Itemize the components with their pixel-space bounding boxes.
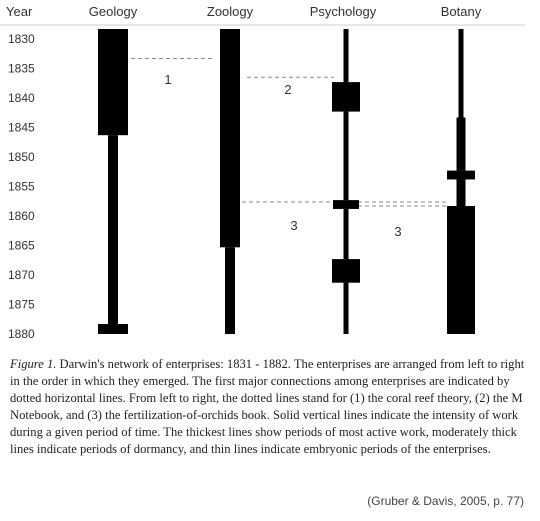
year-tick-1870: 1870 xyxy=(8,268,35,282)
year-tick-1880: 1880 xyxy=(8,327,35,341)
year-tick-1840: 1840 xyxy=(8,91,35,105)
connection-label-3: 3 xyxy=(290,218,298,233)
figure-caption xyxy=(10,356,530,457)
bar-psychology-4 xyxy=(333,200,359,209)
citation: (Gruber & Davis, 2005, p. 77) xyxy=(367,494,524,508)
bar-psychology-6 xyxy=(332,259,360,283)
year-tick-1860: 1860 xyxy=(8,209,35,223)
column-header-geology: Geology xyxy=(88,4,138,19)
connection-label-2: 2 xyxy=(284,82,292,97)
bar-psychology-2 xyxy=(332,82,360,112)
bar-psychology-1 xyxy=(344,29,349,82)
year-tick-1835: 1835 xyxy=(8,61,35,76)
year-tick-1865: 1865 xyxy=(8,238,35,253)
bar-botany-3 xyxy=(447,171,475,180)
bar-botany-5 xyxy=(447,206,475,334)
year-tick-1875: 1875 xyxy=(8,297,35,312)
connection-lines xyxy=(131,59,448,240)
year-tick-1855: 1855 xyxy=(8,179,35,194)
bar-botany-4 xyxy=(457,179,466,206)
caption-label: Figure 1. xyxy=(10,357,57,371)
column-header-botany: Botany xyxy=(440,4,482,19)
bar-psychology-7 xyxy=(344,283,349,334)
connection-label-1: 1 xyxy=(164,72,172,87)
column-header-psychology: Psychology xyxy=(309,4,377,19)
bar-botany-1 xyxy=(459,29,464,118)
year-axis-label: Year xyxy=(6,4,33,19)
year-tick-1830: 1830 xyxy=(8,32,35,46)
bar-psychology-3 xyxy=(344,112,349,201)
bar-zoology-2 xyxy=(225,247,235,334)
bar-psychology-5 xyxy=(344,209,349,259)
column-headers xyxy=(89,4,482,19)
year-tick-1850: 1850 xyxy=(8,150,35,164)
column-header-zoology: Zoology xyxy=(206,4,254,19)
bar-geology-1 xyxy=(98,29,128,135)
bar-geology-3 xyxy=(98,324,128,334)
year-tick-labels xyxy=(8,32,35,341)
year-tick-1845: 1845 xyxy=(8,120,35,135)
bar-zoology-1 xyxy=(220,29,240,247)
connection-label-4: 3 xyxy=(394,224,402,239)
bar-botany-2 xyxy=(457,118,466,171)
enterprise-bars xyxy=(98,29,475,334)
caption-text: Darwin's network of enterprises: 1831 - 1882. The enterprises are arranged from left to right in the order in which they emerged. The first major connections among enterprises are indicated by dotted horizontal lines. From left to right, the dotted lines stand for (1) the coral reef theory, (2) the M Notebook, and (3) the fertilization-of-orchids book. Solid vertical lines indicate the intensity of work during a given period of time. The thickest lines show periods of most active work, moderately thick lines indicate periods of dormancy, and thin lines indicate embryonic periods of the enterprises. xyxy=(10,357,525,456)
bar-geology-2 xyxy=(108,135,118,324)
